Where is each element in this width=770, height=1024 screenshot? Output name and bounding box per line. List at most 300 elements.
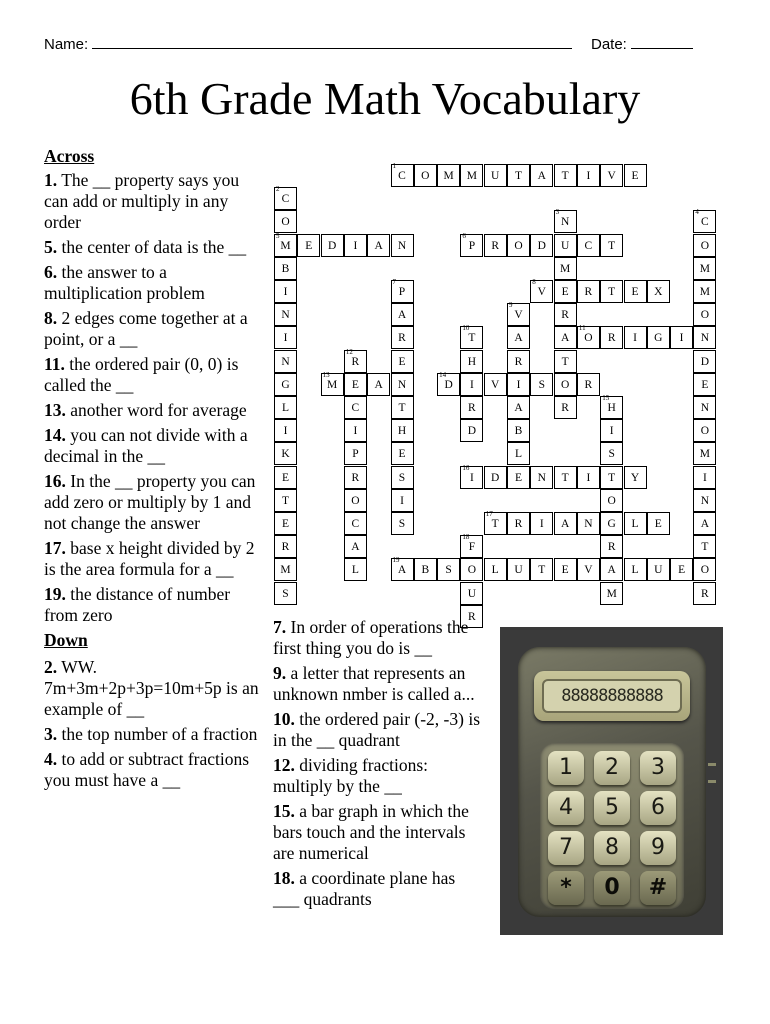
cell-letter: R bbox=[281, 541, 290, 554]
crossword-cell[interactable] bbox=[391, 558, 414, 581]
crossword-cell[interactable] bbox=[577, 558, 600, 581]
cell-letter: R bbox=[468, 610, 476, 623]
cell-letter: N bbox=[700, 494, 710, 507]
crossword-cell[interactable] bbox=[507, 234, 530, 257]
crossword-cell[interactable] bbox=[600, 582, 623, 605]
clue-text: another word for average bbox=[70, 400, 247, 420]
crossword-cell[interactable] bbox=[693, 234, 716, 257]
clue-text: In the __ property you can add zero or multiply by 1 and not change the answer bbox=[44, 471, 256, 533]
clue-text: dividing fractions: multiply by the __ bbox=[273, 755, 429, 796]
crossword-cell[interactable] bbox=[693, 373, 716, 396]
crossword-cell[interactable] bbox=[693, 210, 716, 233]
crossword-cell[interactable] bbox=[554, 303, 577, 326]
crossword-cell[interactable] bbox=[391, 326, 414, 349]
crossword-cell[interactable] bbox=[391, 164, 414, 187]
cell-letter: U bbox=[654, 564, 663, 577]
crossword-cell[interactable] bbox=[274, 466, 297, 489]
clue-text: the ordered pair (0, 0) is called the __ bbox=[44, 354, 239, 395]
cell-letter: I bbox=[586, 170, 591, 182]
crossword-cell[interactable] bbox=[274, 280, 297, 303]
cell-letter: M bbox=[280, 239, 291, 252]
clue-number: 12. bbox=[273, 755, 295, 775]
clue-text: the answer to a multiplication problem bbox=[44, 262, 205, 303]
crossword-cell[interactable] bbox=[693, 442, 716, 465]
cell-letter: U bbox=[560, 239, 570, 252]
crossword-cell[interactable] bbox=[484, 234, 507, 257]
cell-letter: R bbox=[584, 286, 593, 298]
crossword-cell[interactable] bbox=[507, 396, 530, 419]
cell-letter: O bbox=[514, 239, 523, 252]
crossword-cell[interactable] bbox=[344, 489, 367, 512]
crossword-cell[interactable] bbox=[344, 373, 367, 396]
crossword-cell[interactable] bbox=[670, 326, 693, 349]
crossword-cell[interactable] bbox=[391, 489, 414, 512]
cell-letter: I bbox=[539, 518, 544, 530]
crossword-cell[interactable] bbox=[297, 234, 320, 257]
calculator-display: 88888888888 bbox=[542, 679, 682, 713]
date-line[interactable] bbox=[631, 34, 693, 49]
crossword-cell[interactable] bbox=[554, 164, 577, 187]
cell-letter: C bbox=[281, 193, 290, 206]
crossword-cell[interactable] bbox=[507, 558, 530, 581]
clue-number: 16. bbox=[44, 471, 66, 491]
crossword-cell[interactable] bbox=[577, 280, 600, 303]
cell-letter: A bbox=[397, 309, 407, 322]
crossword-cell[interactable] bbox=[693, 466, 716, 489]
cell-clue-number: 9 bbox=[509, 301, 513, 310]
crossword-cell[interactable] bbox=[577, 326, 600, 349]
key-3: 3 bbox=[640, 751, 676, 785]
crossword-cell[interactable] bbox=[554, 280, 577, 303]
clue-across-14 bbox=[44, 425, 266, 467]
crossword-cell[interactable] bbox=[554, 234, 577, 257]
crossword-cell[interactable] bbox=[344, 234, 367, 257]
crossword-cell[interactable] bbox=[391, 303, 414, 326]
crossword-cell[interactable] bbox=[460, 558, 483, 581]
clue-text: to add or subtract fractions you must have a __ bbox=[44, 749, 250, 790]
crossword-cell[interactable] bbox=[600, 466, 623, 489]
clue-column-left bbox=[44, 146, 266, 795]
crossword-cell[interactable] bbox=[274, 257, 297, 280]
key-5: 5 bbox=[594, 791, 630, 825]
cell-letter: X bbox=[654, 286, 663, 298]
crossword-cell[interactable] bbox=[391, 234, 414, 257]
crossword-cell[interactable] bbox=[530, 466, 553, 489]
cell-letter: L bbox=[631, 518, 639, 530]
crossword-cell[interactable] bbox=[460, 463, 483, 489]
crossword-cell[interactable] bbox=[554, 466, 577, 489]
crossword-cell[interactable] bbox=[577, 512, 600, 535]
crossword-cell[interactable] bbox=[484, 512, 507, 535]
crossword-cell[interactable] bbox=[367, 234, 390, 257]
crossword-cell[interactable] bbox=[437, 370, 460, 396]
crossword-cell[interactable] bbox=[391, 280, 414, 303]
cell-letter: E bbox=[398, 355, 406, 368]
cell-letter: R bbox=[584, 378, 593, 391]
cell-letter: E bbox=[654, 518, 662, 530]
crossword-cell[interactable] bbox=[554, 396, 577, 419]
clue-text: The __ property says you can add or multiply in any order bbox=[44, 170, 240, 232]
date-field[interactable] bbox=[591, 34, 693, 53]
crossword-cell[interactable] bbox=[274, 442, 297, 465]
key-0: 0 bbox=[594, 871, 630, 905]
cell-letter: C bbox=[701, 216, 709, 229]
cell-letter: O bbox=[351, 494, 360, 507]
crossword-cell[interactable] bbox=[344, 396, 367, 419]
crossword-cell[interactable] bbox=[624, 326, 647, 349]
cell-letter: P bbox=[398, 286, 406, 298]
cell-letter: A bbox=[351, 541, 360, 554]
crossword-cell[interactable] bbox=[600, 442, 623, 465]
crossword-cell[interactable] bbox=[391, 396, 414, 419]
cell-letter: M bbox=[326, 378, 338, 391]
cell-letter: A bbox=[514, 332, 523, 345]
cell-letter: V bbox=[584, 564, 593, 577]
cell-letter: R bbox=[701, 587, 709, 600]
crossword-cell[interactable] bbox=[530, 373, 553, 396]
clue-across-5 bbox=[44, 237, 266, 258]
key-8: 8 bbox=[594, 831, 630, 865]
cell-letter: I bbox=[586, 471, 591, 484]
key-7: 7 bbox=[548, 831, 584, 865]
crossword-cell[interactable] bbox=[693, 326, 716, 349]
crossword-cell[interactable] bbox=[460, 535, 483, 558]
crossword-cell[interactable] bbox=[624, 280, 647, 303]
cell-letter: A bbox=[514, 402, 523, 414]
calculator-illustration bbox=[500, 627, 723, 935]
crossword-cell[interactable] bbox=[693, 350, 716, 373]
crossword-cell[interactable] bbox=[460, 582, 483, 605]
cell-letter: T bbox=[561, 471, 569, 484]
cell-clue-number: 13 bbox=[322, 370, 330, 379]
cell-letter: T bbox=[561, 170, 569, 182]
calculator-keypad bbox=[540, 743, 684, 909]
crossword-cell[interactable] bbox=[274, 419, 297, 442]
cell-letter: O bbox=[467, 564, 477, 577]
cell-letter: R bbox=[561, 402, 569, 414]
crossword-cell[interactable] bbox=[274, 350, 297, 373]
crossword-cell[interactable] bbox=[321, 370, 344, 396]
crossword-cell[interactable] bbox=[484, 558, 507, 581]
cell-clue-number: 4 bbox=[695, 208, 699, 217]
crossword-cell[interactable] bbox=[507, 442, 530, 465]
key-hash: # bbox=[640, 871, 676, 905]
crossword-cell[interactable] bbox=[344, 442, 367, 465]
cell-letter: I bbox=[400, 494, 404, 507]
crossword-cell[interactable] bbox=[600, 489, 623, 512]
crossword-cell[interactable] bbox=[344, 419, 367, 442]
crossword-cell[interactable] bbox=[670, 558, 693, 581]
crossword-cell[interactable] bbox=[507, 512, 530, 535]
crossword-cell[interactable] bbox=[344, 558, 367, 581]
crossword-cell[interactable] bbox=[460, 419, 483, 442]
crossword-cell[interactable] bbox=[437, 558, 460, 581]
cell-letter: C bbox=[398, 170, 406, 182]
crossword-cell[interactable] bbox=[530, 164, 553, 187]
cell-letter: D bbox=[537, 239, 546, 252]
clue-text: WW. 7m+3m+2p+3p=10m+5p is an example of __ bbox=[44, 657, 259, 719]
crossword-cell[interactable] bbox=[693, 303, 716, 326]
clue-number: 13. bbox=[44, 400, 66, 420]
crossword-cell[interactable] bbox=[437, 164, 460, 187]
crossword-cell[interactable] bbox=[554, 210, 577, 233]
cell-letter: I bbox=[609, 425, 614, 438]
crossword-cell[interactable] bbox=[344, 535, 367, 558]
cell-letter: E bbox=[351, 378, 359, 391]
crossword-cell[interactable] bbox=[460, 164, 483, 187]
crossword-cell[interactable] bbox=[577, 164, 600, 187]
crossword-cell[interactable] bbox=[274, 326, 297, 349]
crossword-cell[interactable] bbox=[414, 164, 437, 187]
cell-letter: N bbox=[700, 402, 710, 414]
crossword-cell[interactable] bbox=[367, 373, 390, 396]
crossword-cell[interactable] bbox=[647, 280, 670, 303]
cell-clue-number: 17 bbox=[485, 510, 493, 518]
clue-across-19 bbox=[44, 584, 266, 626]
cell-clue-number: 3 bbox=[555, 208, 560, 217]
crossword-cell[interactable] bbox=[554, 512, 577, 535]
crossword-cell[interactable] bbox=[554, 558, 577, 581]
crossword-cell[interactable] bbox=[484, 373, 507, 396]
cell-letter: R bbox=[398, 332, 406, 345]
cell-letter: O bbox=[700, 309, 710, 322]
crossword-cell[interactable] bbox=[600, 558, 623, 581]
crossword-cell[interactable] bbox=[600, 396, 623, 419]
cell-letter: D bbox=[700, 355, 710, 368]
clue-text: a bar graph in which the bars touch and the intervals are numerical bbox=[273, 801, 469, 863]
cell-letter: E bbox=[398, 448, 406, 461]
crossword-cell[interactable] bbox=[507, 303, 530, 326]
crossword-cell[interactable] bbox=[577, 373, 600, 396]
crossword-cell[interactable] bbox=[344, 347, 367, 373]
crossword-cell[interactable] bbox=[530, 234, 553, 257]
cell-letter: M bbox=[466, 170, 477, 182]
crossword-cell[interactable] bbox=[647, 512, 670, 535]
crossword-cell[interactable] bbox=[507, 350, 530, 373]
crossword-cell[interactable] bbox=[600, 326, 623, 349]
cell-letter: T bbox=[514, 170, 523, 182]
crossword-cell[interactable] bbox=[693, 396, 716, 419]
clue-across-1 bbox=[44, 170, 266, 233]
crossword-cell[interactable] bbox=[600, 419, 623, 442]
cell-letter: B bbox=[514, 425, 523, 438]
cell-letter: L bbox=[631, 564, 639, 577]
clue-number: 3. bbox=[44, 724, 58, 744]
crossword-cell[interactable] bbox=[391, 350, 414, 373]
cell-letter: M bbox=[699, 286, 710, 298]
cell-letter: O bbox=[560, 378, 570, 391]
page-title: 6th Grade Math Vocabulary bbox=[129, 73, 641, 124]
clue-down-2 bbox=[44, 657, 266, 720]
crossword-cell[interactable] bbox=[577, 234, 600, 257]
crossword-cell[interactable] bbox=[647, 558, 670, 581]
crossword-cell[interactable] bbox=[391, 466, 414, 489]
crossword-cell[interactable] bbox=[321, 234, 344, 257]
crossword-cell[interactable] bbox=[624, 558, 647, 581]
crossword-cell[interactable] bbox=[693, 582, 716, 605]
clue-text: base x height divided by 2 is the area formula for a __ bbox=[44, 538, 255, 579]
cell-letter: A bbox=[700, 518, 710, 530]
cell-letter: M bbox=[606, 587, 617, 600]
crossword-cell[interactable] bbox=[507, 419, 530, 442]
cell-letter: N bbox=[281, 355, 290, 368]
clue-number: 15. bbox=[273, 801, 295, 821]
crossword-cell[interactable] bbox=[274, 535, 297, 558]
clue-number: 9. bbox=[273, 663, 287, 683]
clue-down-12 bbox=[273, 755, 483, 797]
crossword-cell[interactable] bbox=[391, 442, 414, 465]
cell-letter: C bbox=[351, 518, 360, 530]
clue-down-4 bbox=[44, 749, 266, 791]
cell-letter: T bbox=[281, 494, 290, 507]
cell-letter: O bbox=[700, 239, 710, 252]
key-9: 9 bbox=[640, 831, 676, 865]
crossword-cell[interactable] bbox=[600, 512, 623, 535]
cell-letter: M bbox=[699, 448, 710, 461]
cell-letter: G bbox=[607, 518, 616, 530]
crossword-cell[interactable] bbox=[693, 280, 716, 303]
crossword-cell[interactable] bbox=[554, 373, 577, 396]
crossword-cell[interactable] bbox=[274, 582, 297, 605]
clue-across-13 bbox=[44, 400, 266, 421]
cell-letter: N bbox=[700, 332, 710, 345]
cell-letter: T bbox=[468, 332, 476, 345]
name-line[interactable] bbox=[92, 34, 572, 49]
crossword-cell[interactable] bbox=[554, 326, 577, 349]
cell-letter: T bbox=[608, 471, 616, 484]
cell-letter: T bbox=[538, 564, 546, 577]
crossword-cell[interactable] bbox=[460, 326, 483, 349]
crossword-cell[interactable] bbox=[391, 512, 414, 535]
crossword-cell[interactable] bbox=[460, 231, 483, 257]
cell-letter: A bbox=[560, 518, 570, 530]
cell-letter: S bbox=[445, 564, 452, 577]
cell-letter: I bbox=[633, 332, 637, 345]
crossword-cell[interactable] bbox=[693, 257, 716, 280]
crossword-cell[interactable] bbox=[600, 535, 623, 558]
crossword-cell[interactable] bbox=[647, 326, 670, 349]
cell-letter: C bbox=[584, 239, 593, 252]
crossword-cell[interactable] bbox=[693, 419, 716, 442]
cell-letter: F bbox=[468, 541, 476, 554]
crossword-cell[interactable] bbox=[554, 350, 577, 373]
clue-number: 8. bbox=[44, 308, 58, 328]
crossword-cell[interactable] bbox=[274, 187, 297, 210]
crossword-cell[interactable] bbox=[693, 489, 716, 512]
cell-letter: L bbox=[514, 448, 523, 461]
crossword-cell[interactable] bbox=[693, 558, 716, 581]
crossword-cell[interactable] bbox=[600, 164, 623, 187]
calculator-display-frame bbox=[534, 671, 690, 721]
clue-number: 1. bbox=[44, 170, 58, 190]
crossword-cell[interactable] bbox=[507, 466, 530, 489]
cell-letter: C bbox=[351, 402, 360, 414]
crossword-cell[interactable] bbox=[391, 419, 414, 442]
crossword-cell[interactable] bbox=[693, 535, 716, 558]
crossword-cell[interactable] bbox=[693, 512, 716, 535]
cell-letter: L bbox=[281, 402, 290, 414]
clue-number: 2. bbox=[44, 657, 58, 677]
crossword-cell[interactable] bbox=[274, 489, 297, 512]
crossword-cell[interactable] bbox=[274, 303, 297, 326]
crossword-cell[interactable] bbox=[577, 466, 600, 489]
cell-letter: E bbox=[631, 286, 639, 298]
crossword-cell[interactable] bbox=[624, 512, 647, 535]
cell-letter: I bbox=[469, 378, 474, 391]
clue-number: 19. bbox=[44, 584, 66, 604]
cell-letter: E bbox=[701, 378, 709, 391]
cell-letter: O bbox=[281, 216, 290, 229]
clue-text: a coordinate plane has ___ quadrants bbox=[273, 868, 456, 909]
clue-down-15 bbox=[273, 801, 483, 864]
cell-letter: I bbox=[353, 239, 358, 252]
crossword-cell[interactable] bbox=[274, 396, 297, 419]
crossword-cell[interactable] bbox=[274, 373, 297, 396]
cell-letter: T bbox=[701, 541, 709, 554]
clue-down-7 bbox=[273, 617, 483, 659]
crossword-cell[interactable] bbox=[600, 280, 623, 303]
crossword-cell[interactable] bbox=[554, 257, 577, 280]
clue-across-8 bbox=[44, 308, 266, 350]
crossword-cell[interactable] bbox=[344, 466, 367, 489]
cell-letter: R bbox=[351, 355, 360, 368]
clue-number: 10. bbox=[273, 709, 295, 729]
cell-clue-number: 12 bbox=[345, 347, 353, 356]
key-6: 6 bbox=[640, 791, 676, 825]
crossword-cell[interactable] bbox=[530, 512, 553, 535]
cell-letter: D bbox=[327, 239, 337, 252]
cell-letter: S bbox=[282, 587, 289, 600]
cell-letter: O bbox=[700, 425, 710, 438]
cell-letter: M bbox=[559, 262, 571, 275]
crossword-cell[interactable] bbox=[600, 234, 623, 257]
cell-clue-number: 18 bbox=[462, 533, 470, 542]
crossword-cell[interactable] bbox=[507, 164, 530, 187]
crossword-cell[interactable] bbox=[624, 466, 647, 489]
cell-clue-number: 7 bbox=[392, 278, 396, 286]
clue-across-17 bbox=[44, 538, 266, 580]
crossword-cell[interactable] bbox=[484, 164, 507, 187]
clue-text: the distance of number from zero bbox=[44, 584, 231, 625]
crossword-cell[interactable] bbox=[624, 164, 647, 187]
crossword-cell[interactable] bbox=[344, 512, 367, 535]
cell-letter: P bbox=[352, 448, 359, 461]
crossword-cell[interactable] bbox=[484, 466, 507, 489]
crossword-cell[interactable] bbox=[530, 280, 553, 303]
crossword-cell[interactable] bbox=[414, 558, 437, 581]
crossword-cell[interactable] bbox=[274, 558, 297, 581]
crossword-cell[interactable] bbox=[530, 558, 553, 581]
clue-number: 17. bbox=[44, 538, 66, 558]
cell-letter: S bbox=[398, 471, 406, 484]
cell-clue-number: 6 bbox=[462, 231, 466, 240]
cell-letter: R bbox=[561, 309, 569, 322]
cell-letter: B bbox=[421, 564, 430, 577]
cell-letter: A bbox=[397, 564, 407, 577]
crossword-cell[interactable] bbox=[460, 373, 483, 396]
clue-number: 5. bbox=[44, 237, 58, 257]
crossword-cell[interactable] bbox=[507, 326, 530, 349]
crossword-cell[interactable] bbox=[507, 373, 530, 396]
crossword-cell[interactable] bbox=[391, 373, 414, 396]
crossword-cell[interactable] bbox=[274, 512, 297, 535]
cell-letter: H bbox=[467, 355, 477, 368]
crossword-cell[interactable] bbox=[274, 231, 297, 257]
crossword-cell[interactable] bbox=[460, 350, 483, 373]
crossword-cell[interactable] bbox=[460, 396, 483, 419]
cell-letter: U bbox=[514, 564, 523, 577]
name-field[interactable] bbox=[44, 34, 572, 53]
